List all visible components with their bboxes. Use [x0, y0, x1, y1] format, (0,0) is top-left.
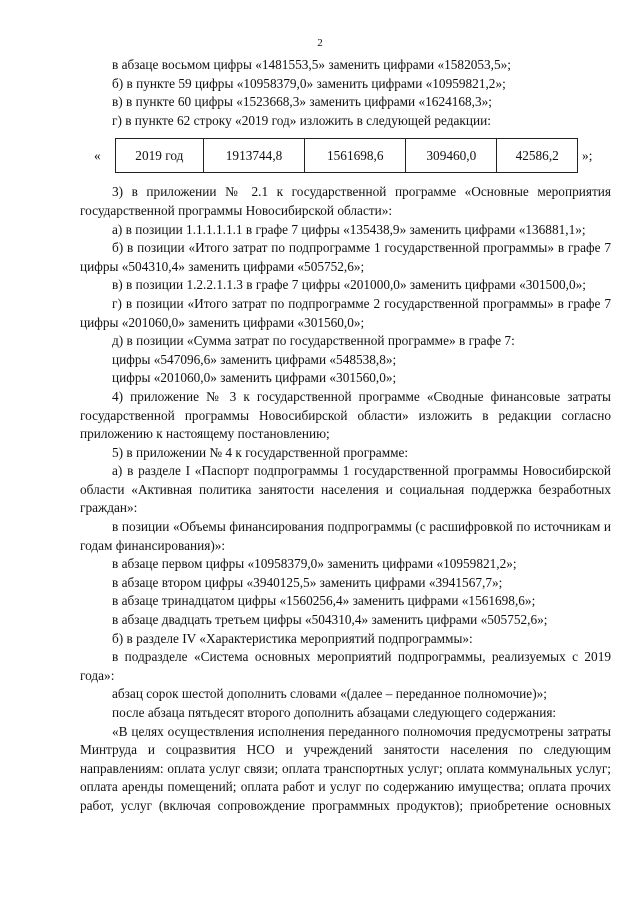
paragraph: в абзаце двадцать третьем цифры «504310,4» заменить цифрами «505752,6»;: [112, 612, 548, 628]
paragraph: 5) в приложении № 4 к государственной программе:: [112, 444, 409, 460]
paragraph: в) в позиции 1.2.2.1.1.3 в графе 7 цифры «201000,0» заменить цифрами «301500,0»;: [112, 277, 586, 293]
paragraph: а) в позиции 1.1.1.1.1.1 в графе 7 цифры «135438,9» заменить цифрами «136881,1»;: [112, 221, 586, 237]
table-cell: 309460,0: [406, 139, 497, 173]
paragraph: 3) в приложении № 2.1 к государственной программе «Основные мероприятия государственной программы Новосибирской области»:: [80, 184, 611, 218]
paragraph: а) в разделе I «Паспорт подпрограммы 1 государственной программы Новосибирской области «Активная политика занятости населения и социальная поддержка безработных граждан»:: [80, 463, 611, 516]
paragraph: в абзаце втором цифры «3940125,5» заменить цифрами «3941567,7»;: [112, 574, 503, 590]
paragraph: в абзаце тринадцатом цифры «1560256,4» заменить цифрами «1561698,6»;: [112, 593, 536, 609]
paragraph: 4) приложение № 3 к государственной программе «Сводные финансовые затраты государственной программы Новосибирской области» изложить в редакции согласно приложению к настоящему постановлению;: [80, 388, 611, 442]
paragraph: абзац сорок шестой дополнить словами «(далее – переданное полномочие)»;: [112, 686, 547, 702]
paragraph: цифры «201060,0» заменить цифрами «301560,0»;: [112, 370, 397, 386]
close-quote: »;: [582, 147, 593, 163]
paragraph: в абзаце первом цифры «10958379,0» заменить цифрами «10959821,2»;: [112, 556, 517, 572]
table-cell: 2019 год: [115, 139, 203, 173]
table-cell: 1561698,6: [305, 139, 406, 173]
document-body: [80, 56, 611, 816]
paragraph: б) в пункте 59 цифры «10958379,0» заменить цифрами «10959821,2»;: [112, 75, 506, 91]
paragraph: в позиции «Объемы финансирования подпрограммы (с расшифровкой по источникам и годам финансирования)»:: [80, 519, 611, 553]
paragraph: в) в пункте 60 цифры «1523668,3» заменить цифрами «1624168,3»;: [112, 94, 492, 110]
table-row: [115, 139, 577, 173]
table-cell: 42586,2: [497, 139, 578, 173]
paragraph: б) в разделе IV «Характеристика мероприятий подпрограммы»:: [112, 630, 473, 646]
paragraph: г) в пункте 62 строку «2019 год» изложить в следующей редакции:: [112, 112, 491, 128]
paragraph: «В целях осуществления исполнения переданного полномочия предусмотрены затраты Минтруда и соцразвития НСО и учреждений занятости населения по следующим направлениям: оплата услуг связи; оплата транспортных услуг; оплата коммунальных услуг; оплата аренды помещений; оплата работ и услуг по содержанию имущества; оплата прочих работ, услуг (включая сопровождение программных продуктов); приобретение основных: [80, 723, 611, 813]
table-cell: 1913744,8: [203, 139, 304, 173]
paragraph: цифры «547096,6» заменить цифрами «548538,8»;: [112, 351, 397, 367]
open-quote: «: [94, 147, 101, 163]
paragraph: б) в позиции «Итого затрат по подпрограмме 1 государственной программы» в графе 7 цифры «504310,4» заменить цифрами «505752,6»;: [80, 240, 611, 274]
paragraph: г) в позиции «Итого затрат по подпрограмме 2 государственной программы» в графе 7 цифры «201060,0» заменить цифрами «301560,0»;: [80, 295, 611, 330]
paragraph: после абзаца пятьдесят второго дополнить абзацами следующего содержания:: [112, 705, 557, 720]
paragraph: д) в позиции «Сумма затрат по государственной программе» в графе 7:: [112, 333, 515, 349]
paragraph: в подразделе «Система основных мероприятий подпрограммы, реализуемых с 2019 года»:: [80, 649, 611, 683]
amounts-table: [115, 138, 578, 173]
page-number: 2: [317, 37, 323, 49]
paragraph: в абзаце восьмом цифры «1481553,5» заменить цифрами «1582053,5»;: [112, 57, 511, 72]
table-row-block: [80, 138, 611, 173]
